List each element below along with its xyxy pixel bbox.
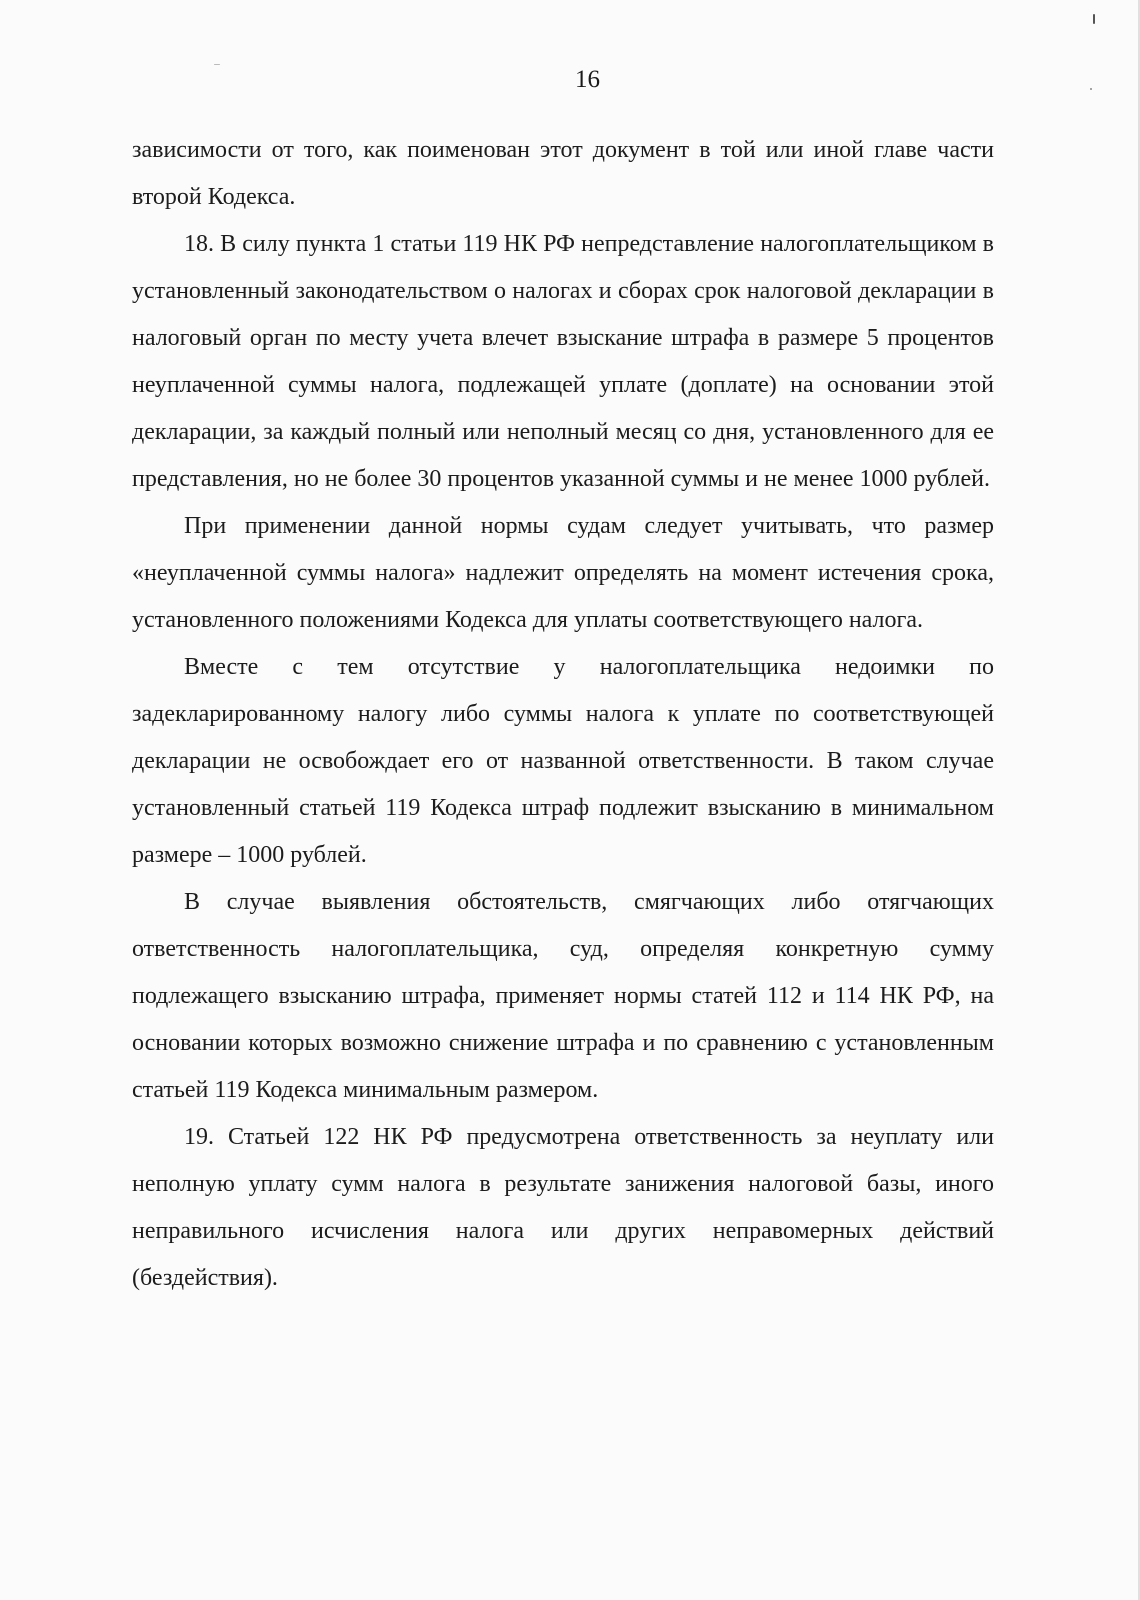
paragraph-item-18: 18. В силу пункта 1 статьи 119 НК РФ непредставление налогоплательщиком в установленный законодательством о налогах и сборах срок налоговой декларации в налоговый орган по месту учета влечет взыскание штрафа в размере 5 процентов неуплаченной суммы налога, подлежащей уплате (доплате) на основании этой декларации, за каждый полный или неполный месяц со дня, установленного для ее представления, но не более 30 процентов указанной суммы и не менее 1000 рублей. — [132, 231, 994, 492]
paragraph-application-rule: При применении данной нормы судам следует учитывать, что размер «неуплаченной суммы налога» надлежит определять на момент истечения срока, установленного положениями Кодекса для уплаты соответствующего налога. — [132, 513, 994, 633]
paragraph-circumstances: В случае выявления обстоятельств, смягчающих либо отягчающих ответственность налогоплательщика, суд, определяя конкретную сумму подлежащего взысканию штрафа, применяет нормы статей 112 и 114 НК РФ, на основании которых возможно снижение штрафа и по сравнению с установленным статьей 119 Кодекса минимальным размером. — [132, 889, 994, 1103]
document-body — [132, 127, 994, 1302]
paragraph-item-19: 19. Статьей 122 НК РФ предусмотрена ответственность за неуплату или неполную уплату сумм налога в результате занижения налоговой базы, иного неправильного исчисления налога или других неправомерных действий (бездействия). — [132, 1124, 994, 1291]
paragraph-continuation: зависимости от того, как поименован этот документ в той или иной главе части второй Кодекса. — [132, 137, 994, 210]
page-number: 16 — [575, 66, 600, 93]
paragraph-no-arrears: Вместе с тем отсутствие у налогоплательщика недоимки по задекларированному налогу либо суммы налога к уплате по соответствующей декларации не освобождает его от названной ответственности. В таком случае установленный статьей 119 Кодекса штраф подлежит взысканию в минимальном размере – 1000 рублей. — [132, 654, 994, 868]
